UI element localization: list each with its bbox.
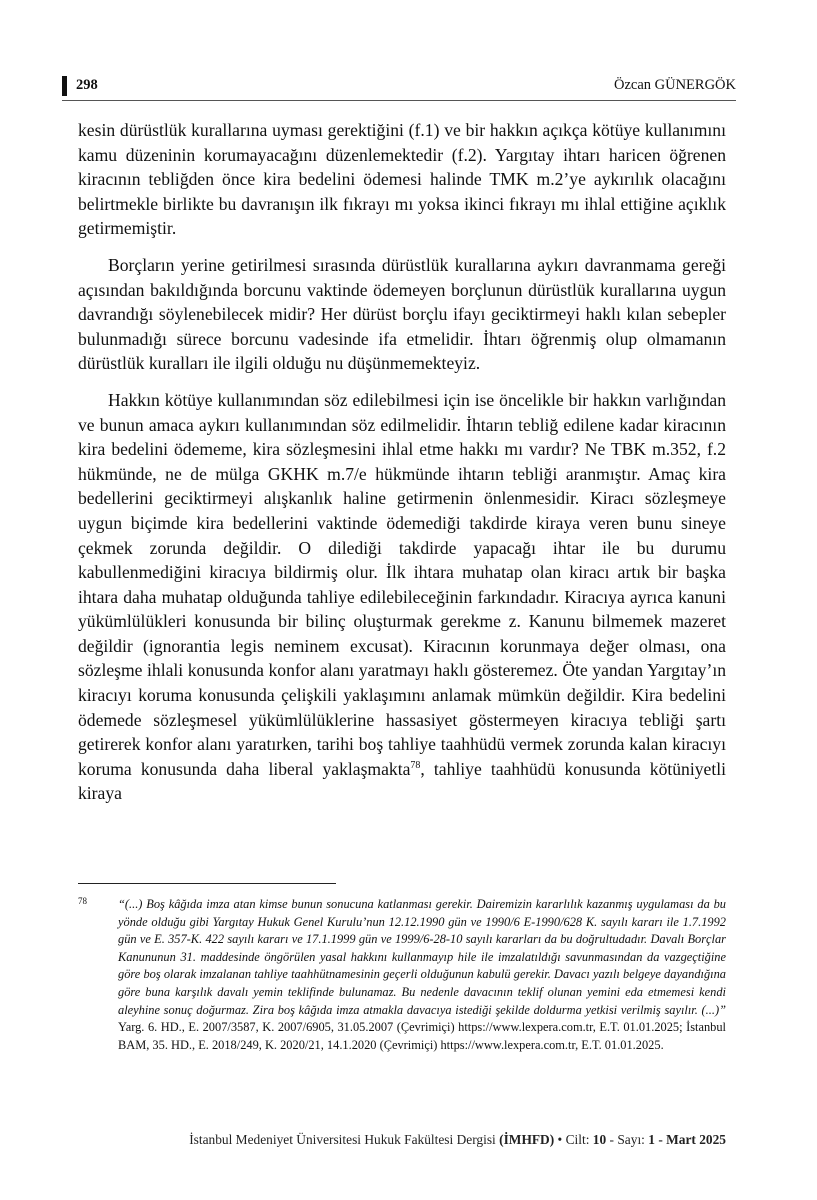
paragraph-3-text: Hakkın kötüye kullanımından söz edilebilmesi için ise öncelikle bir hakkın varlığından ve bunun amaca aykırı kullanımından söz edilmelidir. İhtarın tebliğ edilene kadar kiracının kira bedelini ödememe, kira sözleşmesini ihlal etme hakkı mı vardır? Ne TBK m.352, f.2 hükmünde, ne de mülga GKHK m.7/e hükmünde ihtarın tebliği aranmıştır. Amaç kira bedellerini geciktirmeyi alışkanlık haline getirmenin önlenmesidir. Kiracı sözleşmeye uygun biçimde kira bedellerini vaktinde ödemediği takdirde kiraya veren bunu sineye çekmek zorunda değildir. O dilediği takdirde yapacağı ihtar ile bu durumu kabullenmediğini kiracıya bildirmiş olur. İlk ihtara muhatap olan kiracı artık bir başka ihtara daha muhatap olduğunda tahliye edilebileceğinin farkındadır. Kiracıya ayrıca kanuni yükümlülükleri konusunda bir bilinç oluşturmak gerekme z. Kanunu bilmemek mazeret değildir (ignorantia legis neminem excusat). Kiracının korunmaya değer olması, ona sözleşme ihlali konusunda konfor alanı yaratmayı haklı gösteremez. Öte yandan Yargıtay’ın kiracıyı koruma konusunda çelişkili yaklaşımını anlamak mümkün değildir. Kira bedelini ödemede sözleşmesel yükümlülüklerine hassasiyet göstermeyen kiracıya tebliği şartı getirerek konfor alanı yaratırken, tarihi boş tahliye taahhüdü vermek zorunda kalan kiracıyı koruma konusunda daha liberal yaklaşmakta bbox=[78, 389, 726, 779]
main-text bbox=[78, 118, 726, 818]
page-footer bbox=[78, 1132, 726, 1148]
issue-number: 1 bbox=[648, 1132, 655, 1147]
header-marker-bar bbox=[62, 76, 67, 96]
footnote-number: 78 bbox=[78, 896, 87, 906]
issue-label: - Sayı: bbox=[609, 1132, 645, 1147]
footnote-reference[interactable]: 78 bbox=[410, 759, 421, 771]
page-header bbox=[62, 76, 736, 96]
paragraph-1: kesin dürüstlük kurallarına uyması gerektiğini (f.1) ve bir hakkın açıkça kötüye kullanımını kamu düzeninin korumayacağını düzenlemektedir (f.2). Yargıtay ihtarı haricen öğrenen kiracının tebliğden önce kira bedelini ödemesi halinde TMK m.2’ye aykırılık olacağını belirtmekle birlikte bu davranışın ilk fıkrayı mı yoksa ikinci fıkrayı mı ihlal ettiğine açıklık getirmemiştir. bbox=[78, 120, 726, 239]
volume-label: Cilt: bbox=[565, 1132, 590, 1147]
running-head-author: Özcan GÜNERGÖK bbox=[613, 77, 736, 93]
footnote-quote: “(...) Boş kâğıda imza atan kimse bunun sonucuna katlanması gerekir. Dairemizin kararlılık kazanmış uygulaması da bu yönde olduğu gibi Yargıtay Hukuk Genel Kurulu’nun 12.12.1990 gün ve 1990/6 E-1990/628 K. sayılı kararı ile 1.7.1992 gün ve E. 357-K. 422 sayılı kararı ve 17.1.1999 gün ve 1999/6-28-10 sayılı kararları da bu doğrultudadır. Davalı Borçlar Kanununun 31. maddesinde öngörülen yasal hakkını kullanmayıp hile ile imzalatıldığı savunmasından da vazgeçtiğine göre boş olarak imzalanan tahliye taahhütnamesinin geçerli olduğunun kabulü gerekir. Davacı yazılı belgeye dayandığına göre buna karşılık davalı yemin teklifinde bulunamaz. Bu nedenle davacının teklif olunan yemini eda etmemesi kendi aleyhine sonuç doğurmaz. Zira boş kâğıda imza atmakla davacıya istediği şekilde doldurma yetkisi verilmiş sayılır. (...)” bbox=[118, 897, 726, 1017]
paragraph-2: Borçların yerine getirilmesi sırasında dürüstlük kurallarına aykırı davranmama gereği açısından bakıldığında borcunu vaktinde ödemeyen borçlunun dürüstlük kurallarına uygun davrandığı söylenebilecek midir? Her dürüst borçlu ifayı geciktirmeyi haklı kılan sebepler bulunmadığı sürece borcunu vadesinde ifa etmelidir. İhtarı öğrenmiş olup olmamanın dürüstlük kuralları ile ilgili olduğu nu düşünmemekteyiz. bbox=[78, 254, 726, 374]
footnote-text bbox=[118, 896, 726, 1054]
issue-date: - Mart 2025 bbox=[658, 1132, 726, 1147]
paragraph-3-tail: , tahliye taahhüdü konusunda kötüniyetli kiraya bbox=[78, 758, 727, 804]
footer-bullet: • bbox=[557, 1132, 563, 1147]
footnote-separator bbox=[78, 883, 336, 884]
journal-abbr: (İMHFD) bbox=[499, 1132, 555, 1147]
journal-name: İstanbul Medeniyet Üniversitesi Hukuk Fakültesi Dergisi bbox=[189, 1132, 496, 1147]
header-rule bbox=[62, 100, 736, 101]
footnote-citation: Yarg. 6. HD., E. 2007/3587, K. 2007/6905, 31.05.2007 (Çevrimiçi) https://www.lexpera.com.tr, E.T. 01.01.2025; İstanbul BAM, 35. HD., E. 2018/249, K. 2020/21, 14.1.2020 (Çevrimiçi) https://www.lexpera.com.tr, E.T. 01.01.2025. bbox=[118, 1020, 726, 1052]
paragraph-3 bbox=[78, 388, 726, 806]
volume-number: 10 bbox=[592, 1132, 607, 1147]
page-number: 298 bbox=[76, 77, 98, 93]
footnote-78 bbox=[78, 896, 726, 1054]
